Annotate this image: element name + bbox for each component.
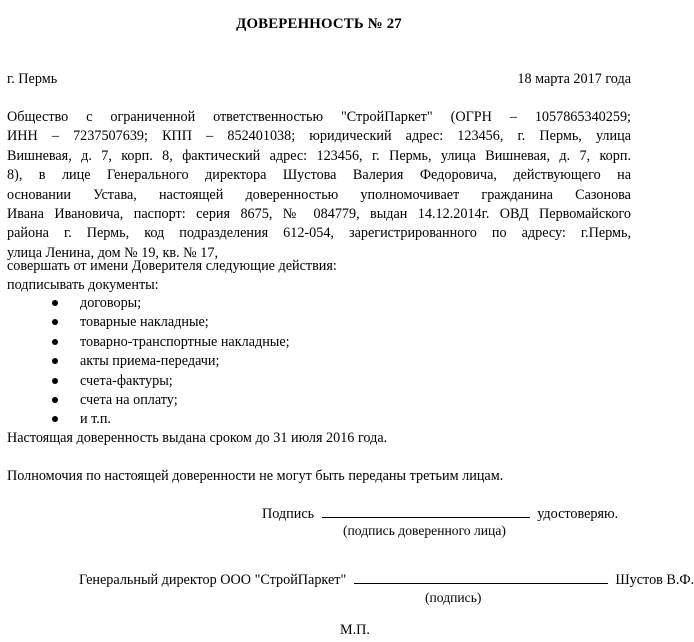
certify-label: удостоверяю. bbox=[537, 506, 619, 522]
trustee-signature-row bbox=[262, 505, 618, 523]
actions-intro: совершать от имени Доверителя следующие действия: bbox=[7, 258, 337, 274]
validity-statement: Настоящая доверенность выдана сроком до 31 июля 2016 года. bbox=[7, 430, 388, 446]
paragraph-line: Вишневая, д. 7, корп. 8, фактический адрес: 123456, г. Пермь, улица Вишневая, д. 7, корп. bbox=[7, 147, 631, 164]
paragraph-line: района г. Пермь, код подразделения 612-054, зарегистрированного по адресу: г.Пермь, bbox=[7, 225, 631, 242]
list-item: товарные накладные; bbox=[0, 313, 290, 332]
documents-list bbox=[0, 294, 290, 430]
list-item: товарно-транспортные накладные; bbox=[0, 333, 290, 352]
director-signature-row bbox=[79, 571, 694, 589]
director-name: Шустов В.Ф. bbox=[615, 572, 694, 588]
document-title: ДОВЕРЕННОСТЬ № 27 bbox=[236, 16, 402, 32]
bullet-icon bbox=[52, 358, 58, 364]
place-date-row bbox=[7, 71, 631, 88]
paragraph-line: Ивана Ивановича, паспорт: серия 8675, № 084779, выдан 14.12.2014г. ОВД Первомайского bbox=[7, 206, 631, 223]
bullet-icon bbox=[52, 319, 58, 325]
document-city: г. Пермь bbox=[7, 71, 58, 87]
bullet-icon bbox=[52, 416, 58, 422]
director-signature-line bbox=[354, 571, 608, 584]
sign-documents-label: подписывать документы: bbox=[7, 277, 159, 293]
signature-label: Подпись bbox=[262, 506, 315, 522]
list-item: акты приема-передачи; bbox=[0, 352, 290, 371]
bullet-icon bbox=[52, 397, 58, 403]
paragraph-line: 8), в лице Генерального директора Шустова Валерия Федоровича, действующего на bbox=[7, 167, 631, 184]
trustee-signature-caption: (подпись доверенного лица) bbox=[343, 523, 506, 538]
bullet-icon bbox=[52, 300, 58, 306]
bullet-icon bbox=[52, 339, 58, 345]
list-item: договоры; bbox=[0, 294, 290, 313]
paragraph-line: основании Устава, настоящей доверенностью уполномочивает гражданина Сазонова bbox=[7, 186, 631, 203]
list-item: счета на оплату; bbox=[0, 391, 290, 410]
paragraph-line: ИНН – 7237507639; КПП – 852401038; юридический адрес: 123456, г. Пермь, улица bbox=[7, 128, 631, 145]
list-item: и т.п. bbox=[0, 410, 290, 429]
list-item: счета-фактуры; bbox=[0, 372, 290, 391]
no-transfer-statement: Полномочия по настоящей доверенности не могут быть переданы третьим лицам. bbox=[7, 468, 504, 484]
director-label: Генеральный директор ООО "СтройПаркет" bbox=[79, 572, 347, 588]
paragraph-line: Общество с ограниченной ответственностью "СтройПаркет" (ОГРН – 1057865340259; bbox=[7, 109, 631, 125]
director-signature-caption: (подпись) bbox=[425, 590, 482, 605]
main-paragraph bbox=[7, 108, 631, 263]
trustee-signature-line bbox=[322, 505, 530, 518]
stamp-place: М.П. bbox=[340, 622, 370, 638]
bullet-icon bbox=[52, 378, 58, 384]
document-date: 18 марта 2017 года bbox=[517, 71, 631, 87]
paragraph-line: улица Ленина, дом № 19, кв. № 17, bbox=[7, 244, 219, 261]
